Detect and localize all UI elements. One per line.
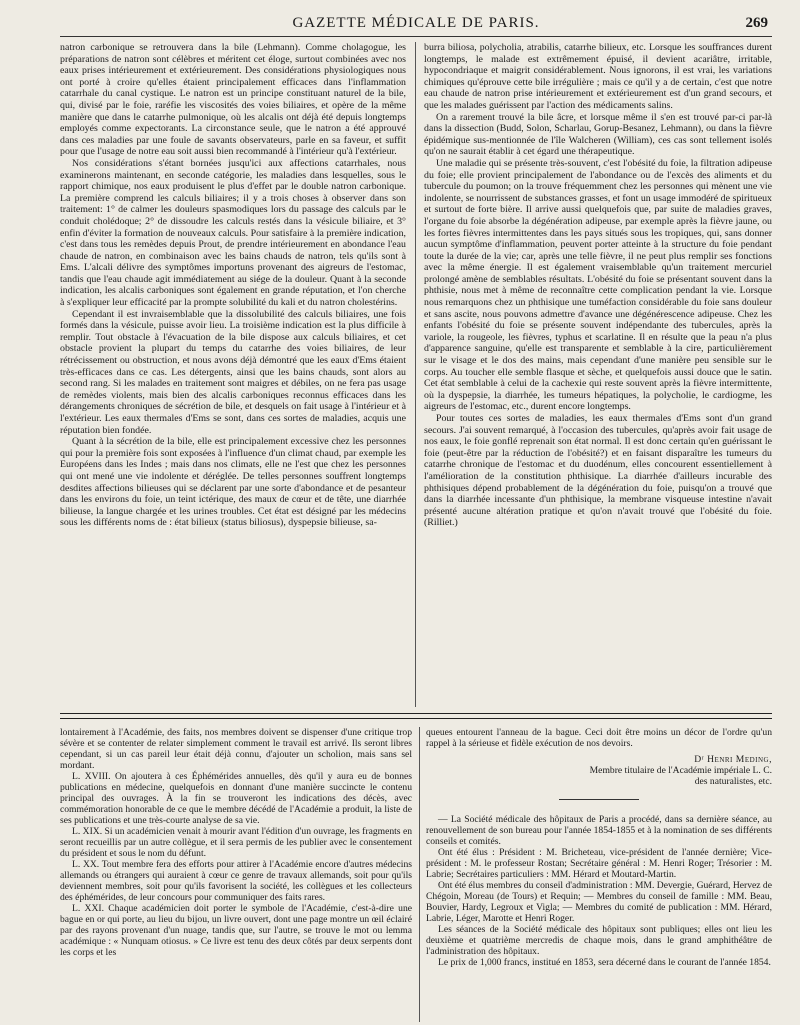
- signature-name: Dʳ Henri Meding,: [694, 754, 772, 765]
- news-paragraph: Ont été élus : Président : M. Bricheteau, vice-président de l'année dernière; Vice-président : M. le professeur Rostan; Secrétaire général : M. Henri Roger; Trésorier : M. Labrie; Secrétaires particuliers : MM. Hérard et Moutard-Martin.: [426, 847, 772, 880]
- signature-title: Membre titulaire de l'Académie impériale L. C.: [589, 765, 772, 776]
- column-divider: [419, 727, 420, 1022]
- feuilleton-lead: queues entourent l'anneau de la bague. Ceci doit être moins un décor de l'ordre qu'un rappel à la sérieuse et fidèle exécution de nos devoirs.: [426, 727, 772, 749]
- article-paragraph: On a rarement trouvé la bile âcre, et lorsque même il s'en est trouvé par-ci par-là dans la dissection (Budd, Solon, Scharlau, Gorup-Besanez, Lehmann), ou dans la fièvre épidémique sus-mentionnée de l'île Walcheren (William), ces cas sont tellement isolés qu'on ne saurait établir à cet égard une thérapeutique.: [424, 111, 772, 158]
- article-column-left: [60, 42, 406, 707]
- news-paragraph: Les séances de la Société médicale des hôpitaux sont publiques; elles ont lieu les deuxième et quatrième mercredis de chaque mois, dans le grand amphithéâtre de l'administration des hôpitaux.: [426, 924, 772, 957]
- signature-title: des naturalistes, etc.: [694, 776, 772, 787]
- feuilleton-paragraph: L. XVIII. On ajoutera à ces Éphémérides annuelles, dès qu'il y aura eu de bonnes publications en médecine, quelquefois en donnant d'une manière succincte le contenu principal des ouvrages. À la fin se trouveront les indications des décès, avec commémoration honorable de ce que le membre décédé de l'Académie a produit, la liste de ses publications et une très-courte analyse de sa vie.: [60, 771, 412, 826]
- article-paragraph: Nos considérations s'étant bornées jusqu'ici aux affections catarrhales, nous examinerons maintenant, en seconde catégorie, les maladies dans lesquelles, sous le rapport chimique, nos eaux produisent le plus d'effet par le double natron carbonique. La première comprend les calculs biliaires; il y a trois choses à observer dans son traitement: 1° de calmer les douleurs spasmodiques lors du passage des calculs par le conduit cholédoque; 2° de dissoudre les calculs restés dans la vésicule biliaire, et 3° enfin d'éviter la formation de nouveaux calculs. Pour satisfaire à la première indication, c'est dans tous les remèdes depuis Prout, de prendre intérieurement en abondance l'eau chaude de natron, en combinaison avec les bains chauds de natron, tels qu'ils sont à Ems. L'alcali délivre des symptômes importuns provenant des aigreurs de l'estomac, tandis que l'eau chaude agit immédiatement au siége de la douleur. Quant à la seconde indication, les alcalis carboniques sont également en grande réputation, et l'on cherche à s'expliquer leur efficacité par la prompte solubilité du kali et du natron cholestérins.: [60, 157, 406, 309]
- article-paragraph: Pour toutes ces sortes de maladies, les eaux thermales d'Ems sont d'un grand secours. J'ai souvent remarqué, à l'occasion des tubercules, qu'après avoir fait usage de nos eaux, le foie gonflé reprenait son état normal. Il est donc certain qu'en guérissant le foie (peut-être par la réduction de l'obésité?) et en faisant disparaître les tumeurs du catarrhe chronique de l'estomac et du duodénum, elles concourent essentiellement à l'amélioration de la constitution phthisique. La diarrhée d'ailleurs incurable des phthisiques dépend probablement de la dégénération du foie, puisqu'on a trouvé que dans la diarrhée incessante d'un phthisique, la membrane visqueuse intestine n'avait présenté aucune altération pratique et qu'on n'avait trouvé que l'obésité du foie. (Rilliet.): [424, 413, 772, 529]
- short-divider: [559, 799, 639, 800]
- feuilleton-paragraph: L. XX. Tout membre fera des efforts pour attirer à l'Académie encore d'autres médecins allemands ou étrangers qui auraient à cœur ce genre de travaux allemands, soit pour qu'ils deviennent membres, soit pour qu'ils favorisent la société, les collègues et les collecteurs des éphémérides, de leur concours pour communiquer des faits rares.: [60, 859, 412, 903]
- article-paragraph: Quant à la sécrétion de la bile, elle est principalement excessive chez les personnes qui pour la première fois sont exposées à l'influence d'un climat chaud, par exemple les Européens dans les Indes ; mais dans nos climats, elle ne l'est que chez les personnes qui ont mené une vie indolente et déréglée. De telles personnes souffrent longtemps desdites affections bilieuses qui se déclarent par une sorte d'abondance et de pesanteur dans les environs du foie, un teint ictérique, des maux de cœur et de tête, une diarrhée bilieuse, la langue chargée et les urines troubles. Cet état est désigné par les médecins sous les différents noms de : état bilieux (status biliosus), dyspepsie bilieuse, sa-: [60, 436, 406, 529]
- page-header: [60, 10, 772, 37]
- news-paragraph: Ont été élus membres du conseil d'administration : MM. Devergie, Guérard, Hervez de Chégoin, Moreau (de Tours) et Requin; — Membres du conseil de famille : MM. Beau, Bouvier, Hardy, Legroux et Vigla; — Membres du comité de publication : MM. Hérard, Labrie, Léger, Marotte et Henri Roger.: [426, 880, 772, 924]
- article-paragraph: natron carbonique se retrouvera dans la bile (Lehmann). Comme cholagogue, les préparations de natron sont célèbres et méritent cet éloge, surtout combinées avec nos eaux prises intérieurement et extérieurement. Des considérations physiologiques nous ont porté à croire qu'elles étaient principalement efficaces dans l'inflammation catarrhale du canal cystique. Le natron est un principe constituant naturel de la bile, qui, divisé par le foie, raréfie les viscosités des voies biliaires, et opère de la même manière que dans le catarrhe pulmonique, où les alcalis ont déjà été depuis longtemps employés comme expectorants. La circonstance seule, que le natron a été approuvé dans ces maladies par une foule de savants observateurs, parle en sa faveur, et suffit pour que l'usage de notre eau soit aussi bien recommandé à l'intérieur qu'à l'extérieur.: [60, 42, 406, 158]
- article-column-right: [424, 42, 772, 707]
- article-paragraph: Cependant il est invraisemblable que la dissolubilité des calculs biliaires, une fois formés dans la vésicule, puisse avoir lieu. La troisième indication est la plus difficile à remplir. Tout obstacle à l'évacuation de la bile dispose aux calculs biliaires, et cet obstacle provient la plupart du temps du catarrhe des voies biliaires, de leur rétrécissement ou obstruction, et nous avons déjà démontré que les eaux d'Ems étaient très-efficaces dans ce cas. Les détergents, ainsi que les bains chauds, sont alors au second rang. Si les malades en traitement sont maigres et débiles, on ne fera pas usage de remèdes violents, mais bien des alcalis carboniques reconnus efficaces dans les dérangements chroniques de sécrétion de bile, et desquels on fait usage à l'intérieur et à l'extérieur. Les eaux thermales d'Ems se sont, dans ces sortes de maladies, acquis une réputation bien fondée.: [60, 308, 406, 436]
- news-paragraph: Le prix de 1,000 francs, institué en 1853, sera décerné dans le courant de l'année 1854.: [438, 957, 771, 968]
- news-paragraph: — La Société médicale des hôpitaux de Paris a procédé, dans sa dernière séance, au renouvellement de son bureau pour l'année 1854-1855 et à la nomination de ses différents conseils et comités.: [426, 814, 772, 847]
- section-divider: [60, 713, 772, 719]
- feuilleton-paragraph: L. XIX. Si un académicien venait à mourir avant l'édition d'un ouvrage, les fragments en seront recueillis par un autre collègue, et il sera permis de les publier avec le consentement du président et sous le nom du défunt.: [60, 826, 412, 859]
- column-divider: [415, 42, 416, 707]
- page-number: 269: [745, 15, 768, 31]
- article-paragraph: Une maladie qui se présente très-souvent, c'est l'obésité du foie, la filtration adipeuse du foie; elle provient principalement de l'abondance ou de l'excès des aliments et du tubercule du poumon; on la trouve fréquemment chez les personnes qui mènent une vie indolente, se nourrissent de substances grasses, et font un usage immodéré de spiritueux et surtout de forte bière. Il arrive aussi quelquefois que, par suite de maladies graves, l'organe du foie absorbe la dégénération adipeuse, par exemple après la fièvre jaune, ou les fortes fièvres intermittentes dans les pays situés sous les tropiques, qui, sans donner aucun symptôme d'inflammation, peuvent porter atteinte à la structure du foie pendant toute la durée de la vie; car, après une telle fièvre, il ne peut plus remplir ses fonctions avec la même énergie. Il est également vraisemblable qu'un traitement mercuriel prolongé amène de semblables résultats. L'obésité du foie se présentant souvent dans la phthisie, nous met à même de reconnaître cette complication pendant la vie. Lorsque nous remarquons chez un phthisique une tuméfaction considérable du foie sans douleur et sans ascite, nous pouvons admettre d'avance une dégénérescence adipeuse. Chez les enfants l'obésité du foie se présente souvent indépendante des tubercules, après la variole, la rougeole, les fièvres, typhus et scarlatine. Il en résulte que la peau n'a plus d'apparence sanguine, qu'elle est transparente et semblable à la cire, particulièrement sur le visage et le dos des mains, mais cependant d'une manière peu sensible sur le corps. Au toucher elle semble flasque et sèche, et quelquefois aussi douce que le satin. Cet état semblable à celui de la cachexie qui reste souvent après la fièvre intermittente, où la dyspepsie, la diarrhée, les tumeurs hépatiques, la polycholie, le cardiogme, les aigreurs de l'estomac, etc., durent encore longtemps.: [424, 157, 772, 413]
- article-paragraph: burra biliosa, polycholia, atrabilis, catarrhe bilieux, etc. Lorsque les souffrances durent longtemps, le malade est extrêmement épuisé, il devient acariâtre, irritable, hypocondriaque et maigrit considérablement. Nous ignorons, il est vrai, les variations chimiques qu'éprouve cette bile irrégulière ; mais ce qu'il y a de certain, c'est que notre eau chaude de natron prise intérieurement et extérieurement est d'un grand secours, et que les malades guérissent par l'action des médicaments salins.: [424, 42, 772, 111]
- feuilleton-column-right: [426, 727, 772, 1022]
- journal-title: GAZETTE MÉDICALE DE PARIS.: [292, 15, 540, 31]
- feuilleton-column-left: [60, 727, 412, 1022]
- feuilleton-paragraph: L. XXI. Chaque académicien doit porter le symbole de l'Académie, c'est-à-dire une bague en or qui porte, au lieu du bijou, un livre ouvert, dont une page montre un œil éclairé par des rayons provenant d'un nuage, tandis que, sur l'autre, se trouve le mot ou lemma académique : « Nunquam otiosus. » Ce livre est tenu des deux côtés par deux serpents dont les corps et les: [60, 903, 412, 958]
- feuilleton-paragraph: lontairement à l'Académie, des faits, nos membres doivent se dispenser d'une critique trop sévère et se contenter de relater simplement comment le travail est arrivé. Ils seront libres cependant, si un cas pareil leur était déjà connu, d'ajouter un scholion, mais sans sel mordant.: [60, 727, 412, 771]
